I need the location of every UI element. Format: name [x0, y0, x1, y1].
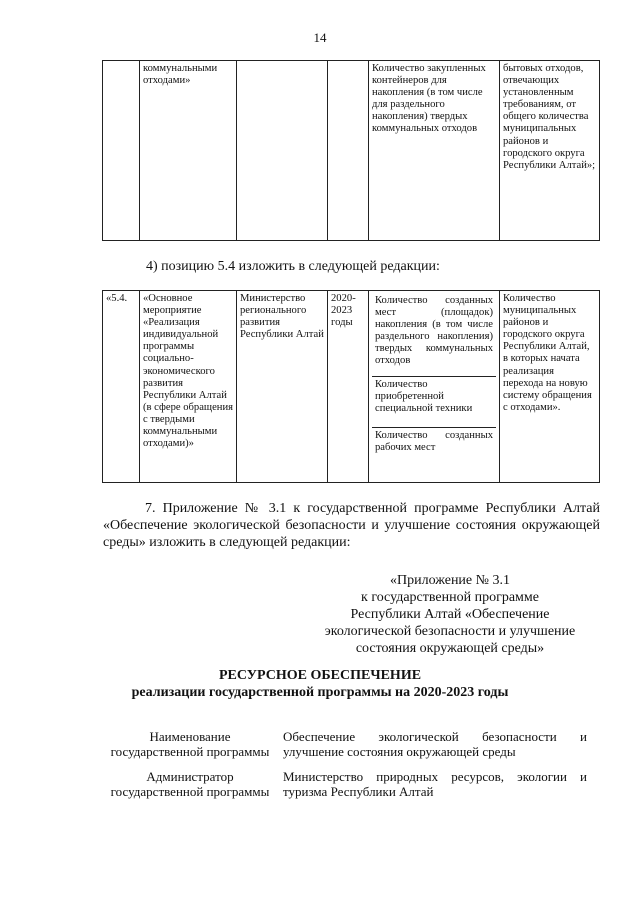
table-row	[103, 291, 600, 483]
appendix-header-line: экологической безопасности и улучшение	[324, 624, 576, 639]
table-cell-indicator: Количество закупленных контейнеров для накопления (в том числе для раздельного накопления) твердых коммунальных отходов	[369, 61, 500, 241]
label-administrator	[105, 769, 275, 799]
table-cell-name: «Основное мероприятие «Реализация индивидуальной программы социально-экономического развития Республики Алтай (в сфере обращения с твердыми коммунальными отходами)»	[140, 291, 237, 483]
value-line: Обеспечение экологической безопасности и	[283, 729, 587, 744]
value-line: улучшение состояния окружающей среды	[283, 744, 516, 759]
appendix-header	[300, 572, 600, 657]
table-continued	[102, 60, 600, 241]
appendix-header-line: к государственной программе	[361, 590, 539, 605]
table-cell-period	[328, 61, 369, 241]
table-cell-indicators	[369, 291, 500, 483]
table-position-5-4	[102, 290, 600, 483]
table-cell-num	[103, 61, 140, 241]
appendix-header-line: «Приложение № 3.1	[390, 573, 510, 588]
value-line: туризма Республики Алтай	[283, 784, 434, 799]
table-cell-name: коммунальными отходами»	[140, 61, 237, 241]
indicator-created-sites: Количество созданных мест (площадок) накопления (в том числе раздельного накопления) твердых коммунальных отходов	[375, 295, 493, 367]
document-title	[0, 667, 640, 701]
table-cell-target: Количество муниципальных районов и городского округа Республики Алтай, в которых начата реализация перехода на новую систему обращения с отходами».	[500, 291, 600, 483]
indicator-jobs: Количество созданных рабочих мест	[372, 427, 496, 455]
title-line-1: РЕСУРСНОЕ ОБЕСПЕЧЕНИЕ	[218, 668, 422, 683]
appendix-header-line: Республики Алтай «Обеспечение	[350, 607, 550, 622]
page-number: 14	[313, 30, 327, 45]
table-cell-executor	[237, 61, 328, 241]
paragraph-item-7: 7. Приложение № 3.1 к государственной программе Республики Алтай «Обеспечение экологической безопасности и улучшение состояния окружающей среды» изложить в следующей редакции:	[103, 501, 600, 550]
label-program-name	[105, 729, 275, 759]
label-line: Администратор	[146, 769, 234, 784]
table-cell-target: бытовых отходов, отвечающих установленным требованиям, от общего количества муниципальных районов и городского округа Республики Алтай»;	[500, 61, 600, 241]
label-line: государственной программы	[110, 784, 270, 799]
label-line: Наименование	[149, 729, 231, 744]
table-cell-period: 2020-2023 годы	[328, 291, 369, 483]
table-cell-executor: Министерство регионального развития Республики Алтай	[237, 291, 328, 483]
title-line-2: реализации государственной программы на 2020-2023 годы	[131, 685, 509, 700]
table-row	[103, 61, 600, 241]
indicator-special-equipment: Количество приобретенной специальной техники	[372, 376, 496, 427]
paragraph-item-4: 4) позицию 5.4 изложить в следующей редакции:	[146, 259, 440, 274]
value-program-name	[283, 729, 587, 759]
value-line: Министерство природных ресурсов, экологии и	[283, 769, 587, 784]
value-administrator	[283, 769, 587, 799]
appendix-header-line: состояния окружающей среды»	[355, 641, 545, 656]
table-cell-num: «5.4.	[103, 291, 140, 483]
label-line: государственной программы	[110, 744, 270, 759]
